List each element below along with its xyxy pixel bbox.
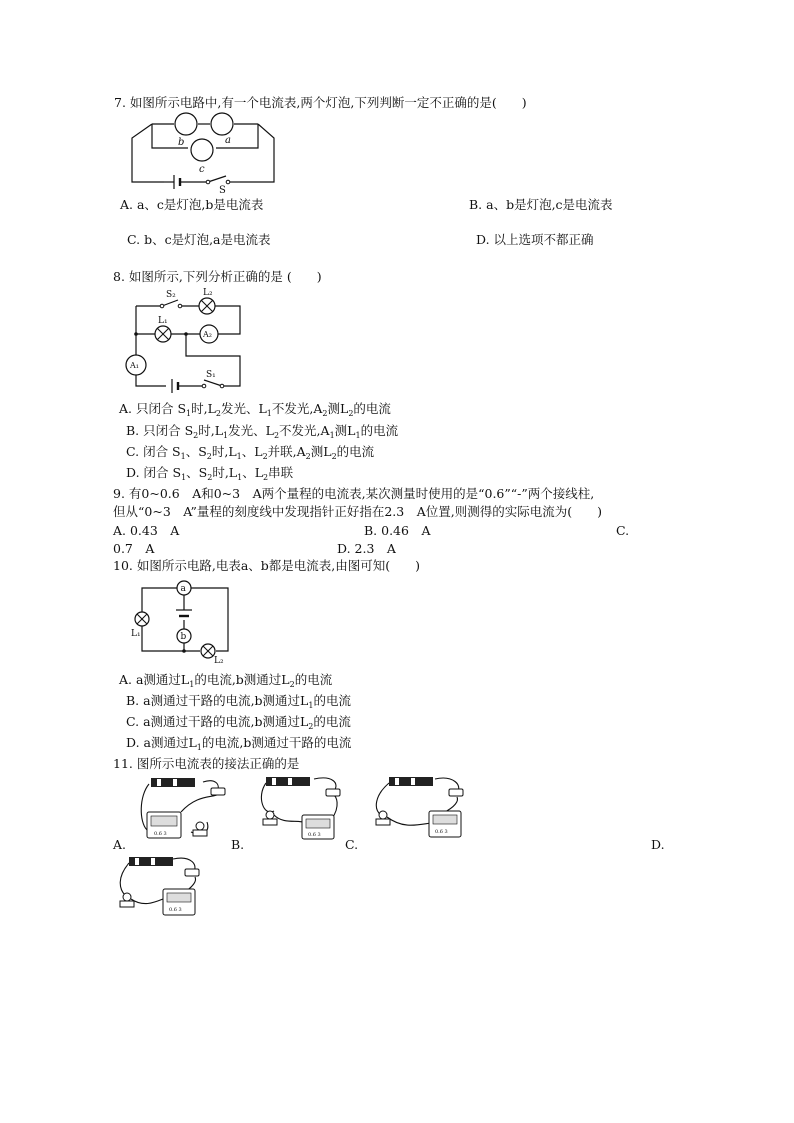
q9-option-a[interactable]: A. 0.43 A — [113, 523, 180, 538]
q10-lamp-l2 — [201, 644, 215, 658]
q7-stem: 7. 如图所示电路中,有一个电流表,两个灯泡,下列判断一定不正确的是( ) — [114, 95, 527, 110]
q11-figure-c[interactable] — [373, 773, 469, 841]
q11-meter-label-c: 0.6 3 — [435, 829, 448, 835]
q11-label-d[interactable]: D. — [651, 837, 665, 852]
q10-lamp-l1 — [135, 612, 149, 626]
q7-element-c — [191, 139, 213, 161]
q10-label-a: a — [180, 584, 186, 594]
q8-switch-s1-contact — [220, 384, 224, 388]
q7-element-b — [175, 113, 197, 135]
q11-stem: 11. 图所示电流表的接法正确的是 — [113, 756, 300, 771]
q10-stem: 10. 如图所示电路,电表a、b都是电流表,由图可知( ) — [113, 558, 421, 573]
q8-circuit-figure — [126, 288, 244, 392]
q11-meter-label-d: 0.6 3 — [169, 907, 182, 913]
q7-label-b: b — [178, 137, 185, 148]
q7-option-b[interactable]: B. a、b是灯泡,c是电流表 — [469, 197, 613, 212]
q8-junction — [134, 332, 138, 336]
q7-switch-contact — [226, 180, 230, 184]
q8-option-b[interactable]: B. 只闭合 $S_2$时$,L_1$发光、$L_2$不发光$,A_1$测$L_1$的电流 — [126, 423, 399, 440]
q9-option-c-label[interactable]: C. — [616, 523, 630, 538]
q7-label-c: c — [199, 164, 205, 175]
q10-junction — [182, 649, 186, 653]
q10-option-c[interactable]: C. a测通过干路的电流,b测通过$L_2$的电流 — [126, 714, 351, 731]
q8-option-c[interactable]: C. 闭合 $S_1$、$S_2$时$,L_1$、$L_2$并联$,A_2$测$L_2$的电流 — [126, 444, 375, 461]
q8-switch-s1-contact — [202, 384, 206, 388]
q8-junction — [184, 332, 188, 336]
q9-stem-line2: 但从“0~3 A”量程的刻度线中发现指针正好指在2.3 A位置,则测得的实际电流为( ) — [113, 504, 602, 519]
q8-label-s1: S₁ — [206, 370, 216, 380]
q8-option-d[interactable]: D. 闭合 $S_1$、$S_2$时$,L_1$、$L_2$串联 — [126, 465, 294, 482]
q8-stem: 8. 如图所示,下列分析正确的是 ( ) — [113, 269, 322, 284]
q8-switch-s2-contact — [160, 304, 164, 308]
q10-option-d[interactable]: D. a测通过$L_1$的电流,b测通过干路的电流 — [126, 735, 352, 752]
q8-label-l2: L₂ — [203, 288, 213, 298]
q9-option-b[interactable]: B. 0.46 A — [364, 523, 431, 538]
q10-circuit-figure — [128, 579, 232, 667]
q9-option-d[interactable]: D. 2.3 A — [337, 541, 396, 556]
q7-switch-contact — [206, 180, 210, 184]
q11-label-c[interactable]: C. — [345, 837, 359, 852]
q8-label-s2: S₂ — [166, 290, 176, 300]
q11-meter-label-a: 0.6 3 — [154, 831, 167, 837]
q11-label-a[interactable]: A. — [113, 837, 127, 852]
q7-option-a[interactable]: A. a、c是灯泡,b是电流表 — [120, 197, 264, 212]
q10-option-b[interactable]: B. a测通过干路的电流,b测通过$L_1$的电流 — [126, 693, 351, 710]
q7-label-a: a — [225, 135, 231, 146]
q8-option-a[interactable]: A. 只闭合 $S_1$时$,L_2$发光、$L_1$不发光$,A_2$测$L_2$的电流 — [119, 401, 391, 418]
q9-option-c-value[interactable]: 0.7 A — [113, 541, 155, 556]
q11-figure-a[interactable] — [137, 774, 233, 840]
q10-label-l1: L₁ — [131, 629, 141, 639]
q8-label-a2: A₂ — [203, 330, 212, 339]
q8-lamp-l2 — [199, 298, 215, 314]
q7-option-d[interactable]: D. 以上选项不都正确 — [476, 232, 594, 247]
q11-figure-d[interactable] — [113, 853, 209, 923]
q8-label-l1: L₁ — [158, 316, 168, 326]
q7-element-a — [211, 113, 233, 135]
q9-stem-line1: 9. 有0~0.6 A和0~3 A两个量程的电流表,某次测量时使用的是“0.6”“-”两个接线柱, — [113, 486, 595, 501]
q10-label-l2: L₂ — [214, 656, 224, 666]
q11-figure-b[interactable] — [258, 773, 348, 841]
q8-label-a1: A₁ — [130, 361, 139, 370]
q11-meter-label-b: 0.6 3 — [308, 832, 321, 838]
q7-circuit-figure — [128, 112, 276, 194]
q8-lamp-l1 — [155, 326, 171, 342]
q7-option-c[interactable]: C. b、c是灯泡,a是电流表 — [127, 232, 271, 247]
q11-label-b[interactable]: B. — [231, 837, 245, 852]
q10-label-b: b — [180, 632, 187, 642]
q8-switch-s2-contact — [178, 304, 182, 308]
q10-option-a[interactable]: A. a测通过$L_1$的电流,b测通过$L_2$的电流 — [119, 672, 333, 689]
q7-label-s: S — [219, 185, 226, 196]
